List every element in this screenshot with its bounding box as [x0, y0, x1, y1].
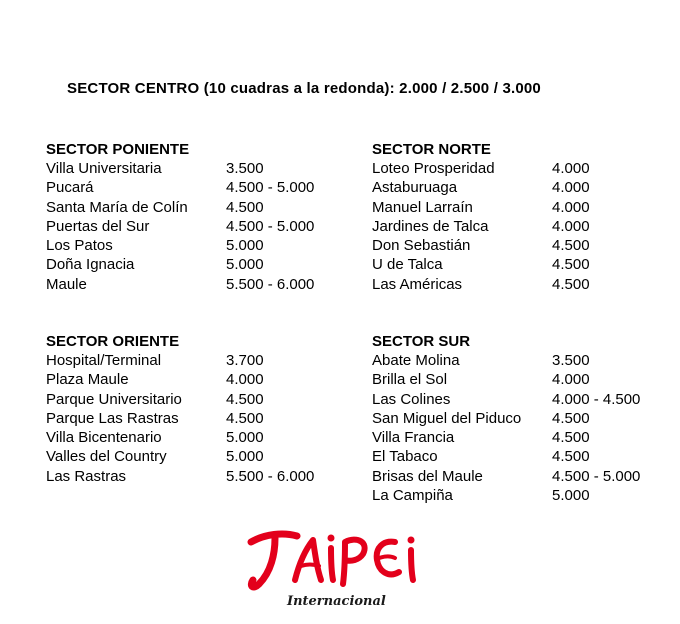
fare-price: 3.500 — [226, 160, 264, 177]
fare-price: 4.000 — [552, 217, 590, 235]
fare-price: 4.000 - 4.500 — [552, 390, 641, 408]
list-item — [46, 370, 366, 389]
fare-price: 4.000 — [226, 371, 264, 389]
neighborhood-name: Villa Bicentenario — [46, 429, 162, 447]
fare-price: 4.500 — [226, 409, 264, 427]
list-item — [372, 198, 680, 217]
neighborhood-name: Doña Ignacia — [46, 256, 135, 274]
list-item — [372, 351, 680, 370]
list-item — [372, 236, 680, 255]
neighborhood-name: Hospital/Terminal — [46, 352, 162, 369]
neighborhood-name: Brilla el Sol — [372, 371, 448, 389]
sector-title: SECTOR NORTE — [372, 141, 491, 158]
fare-price: 5.000 — [552, 487, 590, 505]
price-list — [372, 159, 680, 294]
fare-price: 4.500 - 5.000 — [226, 217, 315, 235]
neighborhood-name: Pucará — [46, 179, 94, 197]
fare-price: 4.500 — [552, 237, 590, 255]
fare-price: 4.500 — [552, 409, 590, 427]
list-item — [46, 217, 366, 236]
fare-price: 3.500 — [552, 352, 590, 369]
fare-price: 5.000 — [226, 429, 264, 447]
neighborhood-name: Astaburuaga — [372, 179, 458, 197]
list-item — [46, 390, 366, 409]
neighborhood-name: Villa Francia — [372, 429, 455, 447]
list-item — [46, 467, 366, 486]
fare-price: 4.500 — [552, 448, 590, 466]
neighborhood-name: Parque Universitario — [46, 390, 182, 408]
neighborhood-name: La Campiña — [372, 487, 453, 505]
fare-price: 5.000 — [226, 237, 264, 255]
list-item — [372, 447, 680, 466]
fare-price: 5.500 - 6.000 — [226, 275, 315, 293]
price-list — [46, 159, 366, 294]
list-item — [372, 370, 680, 389]
neighborhood-name: Puertas del Sur — [46, 217, 150, 235]
list-item — [46, 255, 366, 274]
sector-norte — [372, 140, 680, 294]
fare-price: 4.500 - 5.000 — [226, 179, 315, 197]
list-item — [372, 275, 680, 294]
fare-price: 4.000 — [552, 179, 590, 197]
fare-price: 4.000 — [552, 160, 590, 177]
list-item — [46, 351, 366, 370]
neighborhood-name: Santa María de Colín — [46, 198, 188, 216]
list-item — [46, 447, 366, 466]
fare-price: 5.000 — [226, 448, 264, 466]
sector-poniente — [46, 140, 366, 294]
sector-title: SECTOR ORIENTE — [46, 333, 180, 350]
list-item — [46, 236, 366, 255]
sector-centro-header: SECTOR CENTRO (10 cuadras a la redonda): 2.000 / 2.500 / 3.000 — [67, 80, 541, 97]
neighborhood-name: Las Américas — [372, 275, 463, 293]
sector-sur — [372, 332, 680, 505]
fare-price: 4.500 — [226, 198, 264, 216]
list-item — [372, 255, 680, 274]
neighborhood-name: Valles del Country — [46, 448, 167, 466]
list-item — [46, 178, 366, 197]
neighborhood-name: Don Sebastián — [372, 237, 471, 255]
list-item — [372, 178, 680, 197]
fare-price: 4.000 — [552, 371, 590, 389]
fare-price: 4.500 — [552, 256, 590, 274]
sector-title: SECTOR PONIENTE — [46, 141, 190, 158]
logo-subtitle: Internacional — [287, 594, 386, 609]
neighborhood-name: Manuel Larraín — [372, 198, 473, 216]
list-item — [372, 486, 680, 505]
neighborhood-name: Plaza Maule — [46, 371, 129, 389]
neighborhood-name: U de Talca — [372, 256, 443, 274]
fare-price: 4.500 — [552, 429, 590, 447]
fare-price: 5.500 - 6.000 — [226, 467, 315, 485]
neighborhood-name: Villa Universitaria — [46, 160, 162, 177]
neighborhood-name: Las Rastras — [46, 467, 127, 485]
list-item — [372, 217, 680, 236]
list-item — [372, 159, 680, 178]
fare-price: 4.500 — [226, 390, 264, 408]
list-item — [46, 159, 366, 178]
neighborhood-name: Parque Las Rastras — [46, 409, 179, 427]
list-item — [372, 467, 680, 486]
neighborhood-name: Maule — [46, 275, 87, 293]
fare-price: 4.500 - 5.000 — [552, 467, 641, 485]
neighborhood-name: Loteo Prosperidad — [372, 160, 495, 177]
sector-title: SECTOR SUR — [372, 333, 471, 350]
neighborhood-name: El Tabaco — [372, 448, 438, 466]
neighborhood-name: San Miguel del Piduco — [372, 409, 522, 427]
list-item — [46, 409, 366, 428]
fare-price: 5.000 — [226, 256, 264, 274]
fare-price: 4.000 — [552, 198, 590, 216]
neighborhood-name: Las Colines — [372, 390, 451, 408]
fare-price: 3.700 — [226, 352, 264, 369]
list-item — [372, 409, 680, 428]
price-list — [46, 351, 366, 486]
list-item — [372, 428, 680, 447]
neighborhood-name: Los Patos — [46, 237, 113, 255]
neighborhood-name: Jardines de Talca — [372, 217, 489, 235]
list-item — [372, 390, 680, 409]
sector-oriente — [46, 332, 366, 486]
fare-price: 4.500 — [552, 275, 590, 293]
list-item — [46, 275, 366, 294]
list-item — [46, 428, 366, 447]
list-item — [46, 198, 366, 217]
neighborhood-name: Brisas del Maule — [372, 467, 483, 485]
price-list — [372, 351, 680, 505]
neighborhood-name: Abate Molina — [372, 352, 460, 369]
